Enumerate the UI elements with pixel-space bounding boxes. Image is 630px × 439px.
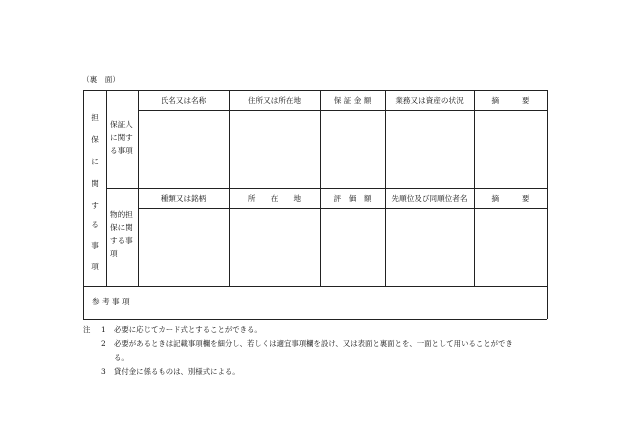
note-1-text: 必要に応じてカード式とすることができる。 [114, 325, 262, 334]
header-type-brand: 種類又は銘柄 [160, 194, 207, 203]
note-2-number: 2 [101, 339, 106, 348]
header-remarks-2: 摘 要 [491, 194, 530, 203]
notes-prefix: 注 [83, 325, 91, 334]
collateral-section-label: 物的担 保に関 する事 項 [110, 210, 133, 258]
header-address: 住所又は所在地 [247, 96, 302, 105]
note-1-number: 1 [101, 325, 106, 334]
header-business-assets: 業務又は資産の状況 [395, 96, 464, 105]
note-3-number: 3 [101, 367, 106, 376]
header-priority-holders: 先順位及び同順位者名 [391, 194, 468, 203]
header-guarantee-amount: 保 証 金 額 [333, 96, 372, 105]
page-side-label: （裏 面） [82, 75, 120, 84]
reference-label: 参 考 事 項 [92, 297, 130, 306]
header-valuation: 評 価 額 [333, 194, 372, 203]
note-2-continuation: る。 [114, 353, 129, 362]
note-3-text: 貸付金に係るものは、別様式による。 [114, 367, 240, 376]
header-name: 氏名又は名称 [160, 96, 207, 105]
note-2-text: 必要があるときは記載事項欄を細分し、若しくは適宜事項欄を設け、又は表面と裏面とを、一面として用いることができ [114, 339, 513, 348]
header-remarks: 摘 要 [491, 96, 530, 105]
header-location: 所 在 地 [247, 194, 302, 203]
guarantor-section-label: 保証人 に関す る事項 [110, 120, 133, 155]
